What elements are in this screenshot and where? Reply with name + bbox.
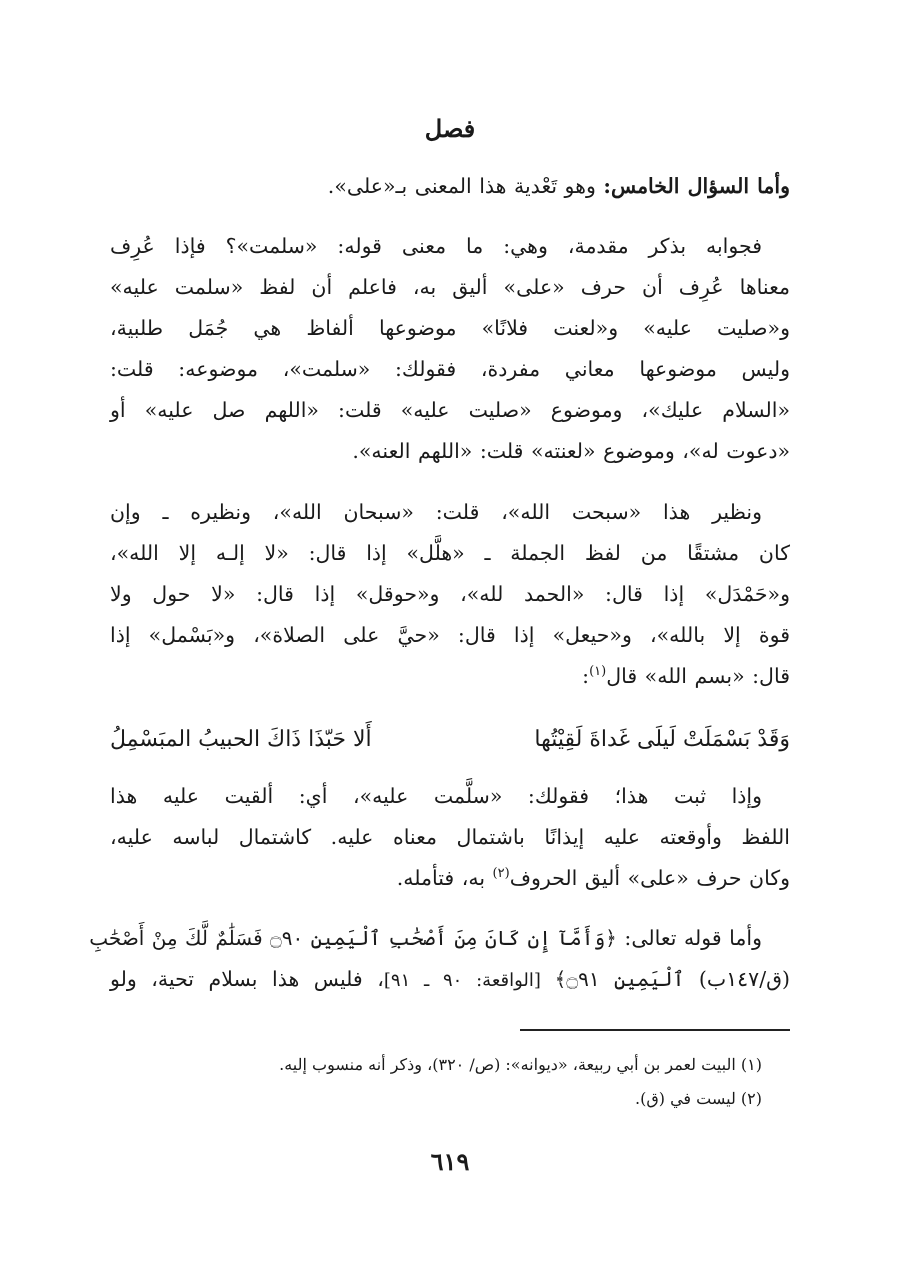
paragraph-line <box>110 959 790 1001</box>
quran-quote: ٱلْيَمِينِ ۝٩١﴾ <box>554 967 685 991</box>
poetry-verse <box>110 718 790 762</box>
paragraph-line: كان مشتقًا من لفظ الجملة ـ «هلَّل» إذا قال: «لا إلـه إلا الله»، <box>110 541 790 565</box>
paragraph-line <box>110 656 790 697</box>
question-text: وهو تَعْدية هذا المعنى بـ«على». <box>327 174 604 198</box>
paragraph-fifth-question <box>110 166 790 207</box>
paragraph-quran-verse <box>89 918 790 1001</box>
paragraph-line: ونظير هذا «سبحت الله»، قلت: «سبحان الله»، ونظيره ـ وإن <box>110 500 762 524</box>
paragraph-analogues <box>110 492 790 697</box>
page-number: ٦١٩ <box>430 1147 470 1176</box>
paragraph-line: وليس موضوعها معاني مفردة، فقولك: «سلمت»، موضوعه: قلت: <box>110 357 790 381</box>
line-end: به، فتأمله. <box>396 866 493 890</box>
paragraph-answer-intro <box>110 226 790 472</box>
line-text: وكان حرف «على» أليق الحروف <box>509 866 790 890</box>
footnote-1: (١) البيت لعمر بن أبي ربيعة، «ديوانه»: (ص/ ٣٢٠)، وذكر أنه منسوب إليه. <box>279 1055 762 1074</box>
line-end: : <box>582 664 590 688</box>
paragraph-line: معناها عُرِف أن حرف «على» أليق به، فاعلم أن لفظ «سلمت عليه» <box>110 275 790 299</box>
paragraph-line: «دعوت له»، وموضوع «لعنته» قلت: «اللهم العنه». <box>352 439 790 463</box>
line-text: ، فليس هذا بسلام تحية، ولو <box>110 967 384 991</box>
footnote-ref: (١) <box>589 664 607 680</box>
footnotes <box>110 1048 790 1116</box>
paragraph-line <box>110 166 790 207</box>
quran-quote: ﴿وَأَمَّآ إِن كَانَ مِنَ أَصْحَٰبِ ٱلْيَمِينِ ۝٩٠ فَسَلَٰمٌ لَّكَ مِنْ أَصْحَٰبِ <box>89 926 617 950</box>
line-text: وأما قوله تعالى: <box>616 926 762 950</box>
paragraph-line <box>110 858 790 899</box>
paragraph-line: و«حَمْدَل» إذا قال: «الحمد لله»، و«حوقل» إذا قال: «لا حول ولا <box>110 582 790 606</box>
paragraph-conclusion <box>110 776 790 899</box>
paragraph-line: «السلام عليك»، وموضوع «صليت عليه» قلت: «اللهم صل عليه» أو <box>110 398 790 422</box>
footnote-divider <box>520 1029 790 1031</box>
surah-ref: [الواقعة: ٩٠ ـ ٩١] <box>383 970 555 991</box>
footnote-2: (٢) ليست في (ق). <box>635 1089 762 1108</box>
line-text: قال: «بسم الله» قال <box>606 664 790 688</box>
footnote-ref: (٢) <box>492 866 510 882</box>
paragraph-line: فجوابه بذكر مقدمة، وهي: ما معنى قوله: «سلمت»؟ فإذا عُرِف <box>110 234 762 258</box>
section-heading: فصل <box>424 114 476 143</box>
verse-second-hemistich: أَلا حَبّذَا ذَاكَ الحبيبُ المبَسْمِلُ <box>110 727 372 752</box>
manuscript-ref: (ق/١٤٧ب) <box>684 967 790 991</box>
book-page <box>89 0 790 1271</box>
paragraph-line <box>89 918 790 959</box>
paragraph-line: وإذا ثبت هذا؛ فقولك: «سلَّمت عليه»، أي: ألقيت عليه هذا <box>110 784 762 808</box>
paragraph-line: قوة إلا بالله»، و«حيعل» إذا قال: «حيَّ على الصلاة»، و«بَسْمل» إذا <box>110 623 790 647</box>
paragraph-line: اللفظ وأوقعته عليه إيذانًا باشتمال معناه عليه. كاشتمال لباسه عليه، <box>110 825 790 849</box>
verse-first-hemistich: وَقَدْ بَسْمَلَتْ لَيلَى غَداةَ لَقِيْتُها <box>534 727 790 752</box>
question-label: وأما السؤال الخامس: <box>603 174 790 198</box>
paragraph-line: و«صليت عليه» و«لعنت فلانًا» موضوعها ألفاظ هي جُمَل طلبية، <box>110 316 790 340</box>
